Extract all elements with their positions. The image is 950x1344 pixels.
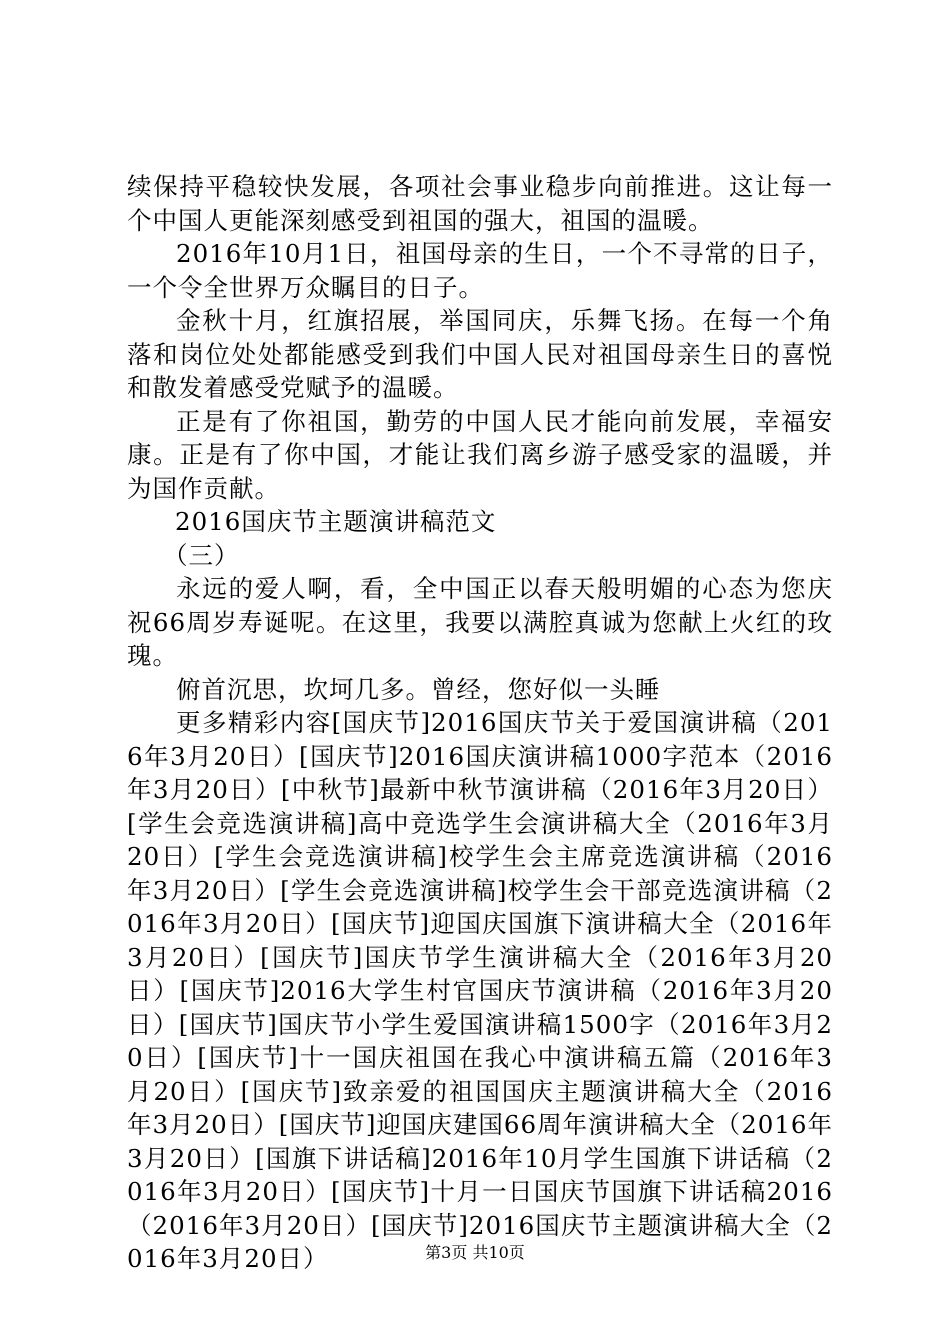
paragraph-beloved: 永远的爱人啊，看，全中国正以春天般明媚的心态为您庆祝66周岁寿诞呢。在这里，我要以满腔真诚为您献上火红的玫瑰。 — [127, 574, 833, 670]
paragraph-continuation: 续保持平稳较快发展，各项社会事业稳步向前推进。这让每一个中国人更能深刻感受到祖国的强大，祖国的温暖。 — [127, 172, 833, 235]
paragraph-more-content: 更多精彩内容[国庆节]2016国庆节关于爱国演讲稿（2016年3月20日）[国庆节]2016国庆演讲稿1000字范本（2016年3月20日）[中秋节]最新中秋节演讲稿（2016年3月20日）[学生会竞选演讲稿]高中竞选学生会演讲稿大全（2016年3月20日）[学生会竞选演讲稿]校学生会主席竞选演讲稿（2016年3月20日）[学生会竞选演讲稿]校学生会干部竞选演讲稿（2016年3月20日）[国庆节]迎国庆国旗下演讲稿大全（2016年3月20日）[国庆节]国庆节学生演讲稿大全（2016年3月20日）[国庆节]2016大学生村官国庆节演讲稿（2016年3月20日）[国庆节]国庆节小学生爱国演讲稿1500字（2016年3月20日）[国庆节]十一国庆祖国在我心中演讲稿五篇（2016年3月20日）[国庆节]致亲爱的祖国国庆主题演讲稿大全（2016年3月20日）[国庆节]迎国庆建国66周年演讲稿大全（2016年3月20日）[国旗下讲话稿]2016年10月学生国旗下讲话稿（2016年3月20日）[国庆节]十月一日国庆节国旗下讲话稿2016（2016年3月20日）[国庆节]2016国庆节主题演讲稿大全（2016年3月20日） — [127, 708, 833, 1273]
page-footer: 第3页 共10页 — [425, 1243, 525, 1262]
document-body — [127, 170, 833, 1276]
paragraph-autumn: 金秋十月，红旗招展，举国同庆，乐舞飞扬。在每一个角落和岗位处处都能感受到我们中国人民对祖国母亲生日的喜悦和散发着感受党赋予的温暖。 — [127, 306, 833, 402]
section-title: 2016国庆节主题演讲稿范文 — [175, 507, 497, 536]
section-number: （三） — [163, 540, 240, 570]
paragraph-motherland: 正是有了你祖国，勤劳的中国人民才能向前发展，幸福安康。正是有了你中国，才能让我们离乡游子感受家的温暖，并为国作贡献。 — [127, 406, 833, 503]
paragraph-reflection: 俯首沉思，坎坷几多。曾经，您好似一头睡 — [176, 674, 661, 704]
paragraph-date: 2016年10月1日，祖国母亲的生日，一个不寻常的日子，一个令全世界万众瞩目的日子。 — [127, 239, 833, 302]
